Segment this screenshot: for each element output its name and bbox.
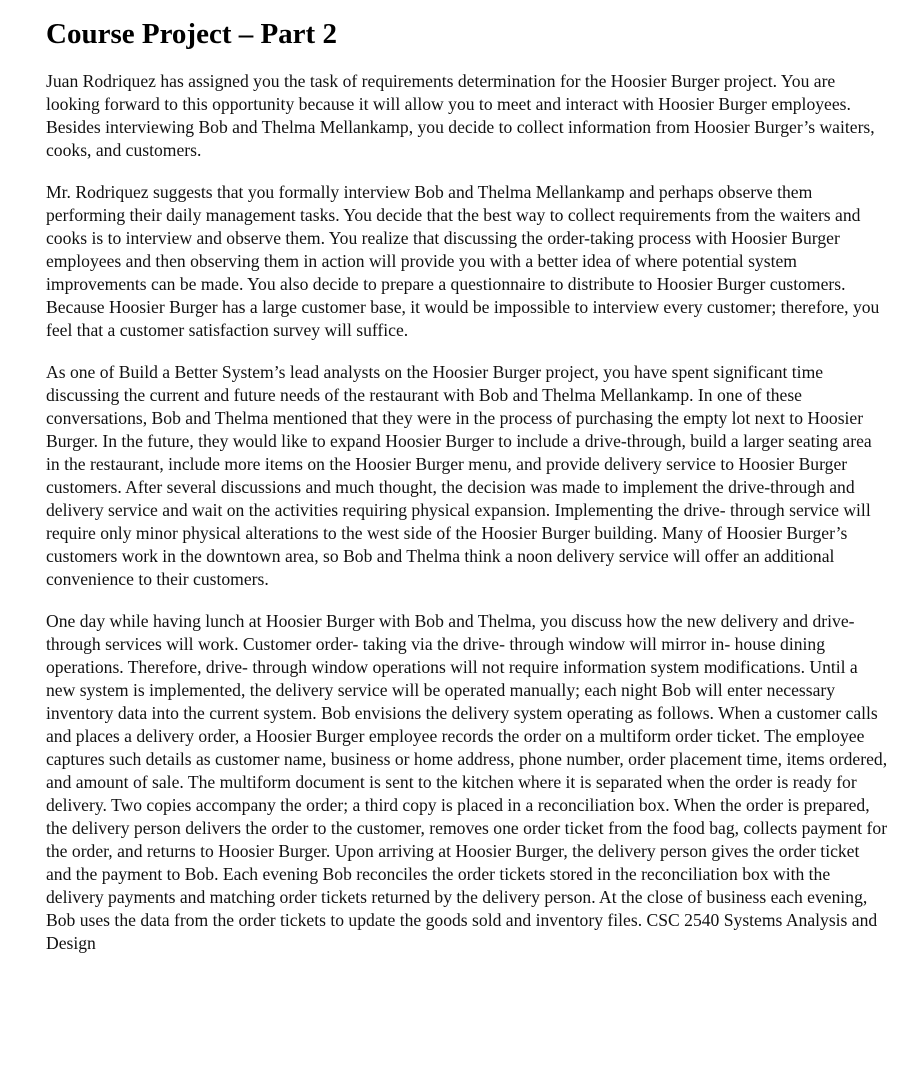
document-page [46,14,888,974]
paragraph-delivery-process: One day while having lunch at Hoosier Burger with Bob and Thelma, you discuss how the new delivery and drive- through services will work. Customer order- taking via the drive- through window will mirror in- house dining operations. Therefore, drive- through window operations will not require information system modifications. Until a new system is implemented, the delivery service will be operated manually; each night Bob will enter necessary inventory data into the current system. Bob envisions the delivery system operating as follows. When a customer calls and places a delivery order, a Hoosier Burger employee records the order on a multiform order ticket. The employee captures such details as customer name, business or home address, phone number, order placement time, items ordered, and amount of sale. The multiform document is sent to the kitchen where it is separated when the order is ready for delivery. Two copies accompany the order; a third copy is placed in a reconciliation box. When the order is prepared, the delivery person delivers the order to the customer, removes one order ticket from the food bag, collects payment for the order, and returns to Hoosier Burger. Upon arriving at Hoosier Burger, the delivery person gives the order ticket and the payment to Bob. Each evening Bob reconciles the order tickets stored in the reconciliation box with the delivery payments and matching order tickets returned by the delivery person. At the close of business each evening, Bob uses the data from the order tickets to update the goods sold and inventory files. CSC 2540 Systems Analysis and Design [46,611,888,953]
page-title: Course Project – Part 2 [46,18,337,50]
paragraph-interviews: Mr. Rodriquez suggests that you formally interview Bob and Thelma Mellankamp and perhaps observe them performing their daily management tasks. You decide that the best way to collect requirements from the waiters and cooks is to interview and observe them. You realize that discussing the order-taking process with Hoosier Burger employees and then observing them in action will provide you with a better idea of where potential system improvements can be made. You also decide to prepare a questionnaire to distribute to Hoosier Burger customers. Because Hoosier Burger has a large customer base, it would be impossible to interview every customer; therefore, you feel that a customer satisfaction survey will suffice. [46,182,880,340]
paragraph-expansion: As one of Build a Better System’s lead analysts on the Hoosier Burger project, you have spent significant time discussing the current and future needs of the restaurant with Bob and Thelma Mellankamp. In one of these conversations, Bob and Thelma mentioned that they were in the process of purchasing the empty lot next to Hoosier Burger. In the future, they would like to expand Hoosier Burger to include a drive-through, build a larger seating area in the restaurant, include more items on the Hoosier Burger menu, and provide delivery service to Hoosier Burger customers. After several discussions and much thought, the decision was made to implement the drive-through and delivery service and wait on the activities requiring physical expansion. Implementing the drive- through service will require only minor physical alterations to the west side of the Hoosier Burger building. Many of Hoosier Burger’s customers work in the downtown area, so Bob and Thelma think a noon delivery service will offer an additional convenience to their customers. [46,362,872,589]
paragraph-intro: Juan Rodriquez has assigned you the task of requirements determination for the Hoosier Burger project. You are looking forward to this opportunity because it will allow you to meet and interact with Hoosier Burger employees. Besides interviewing Bob and Thelma Mellankamp, you decide to collect information from Hoosier Burger’s waiters, cooks, and customers. [46,71,875,160]
